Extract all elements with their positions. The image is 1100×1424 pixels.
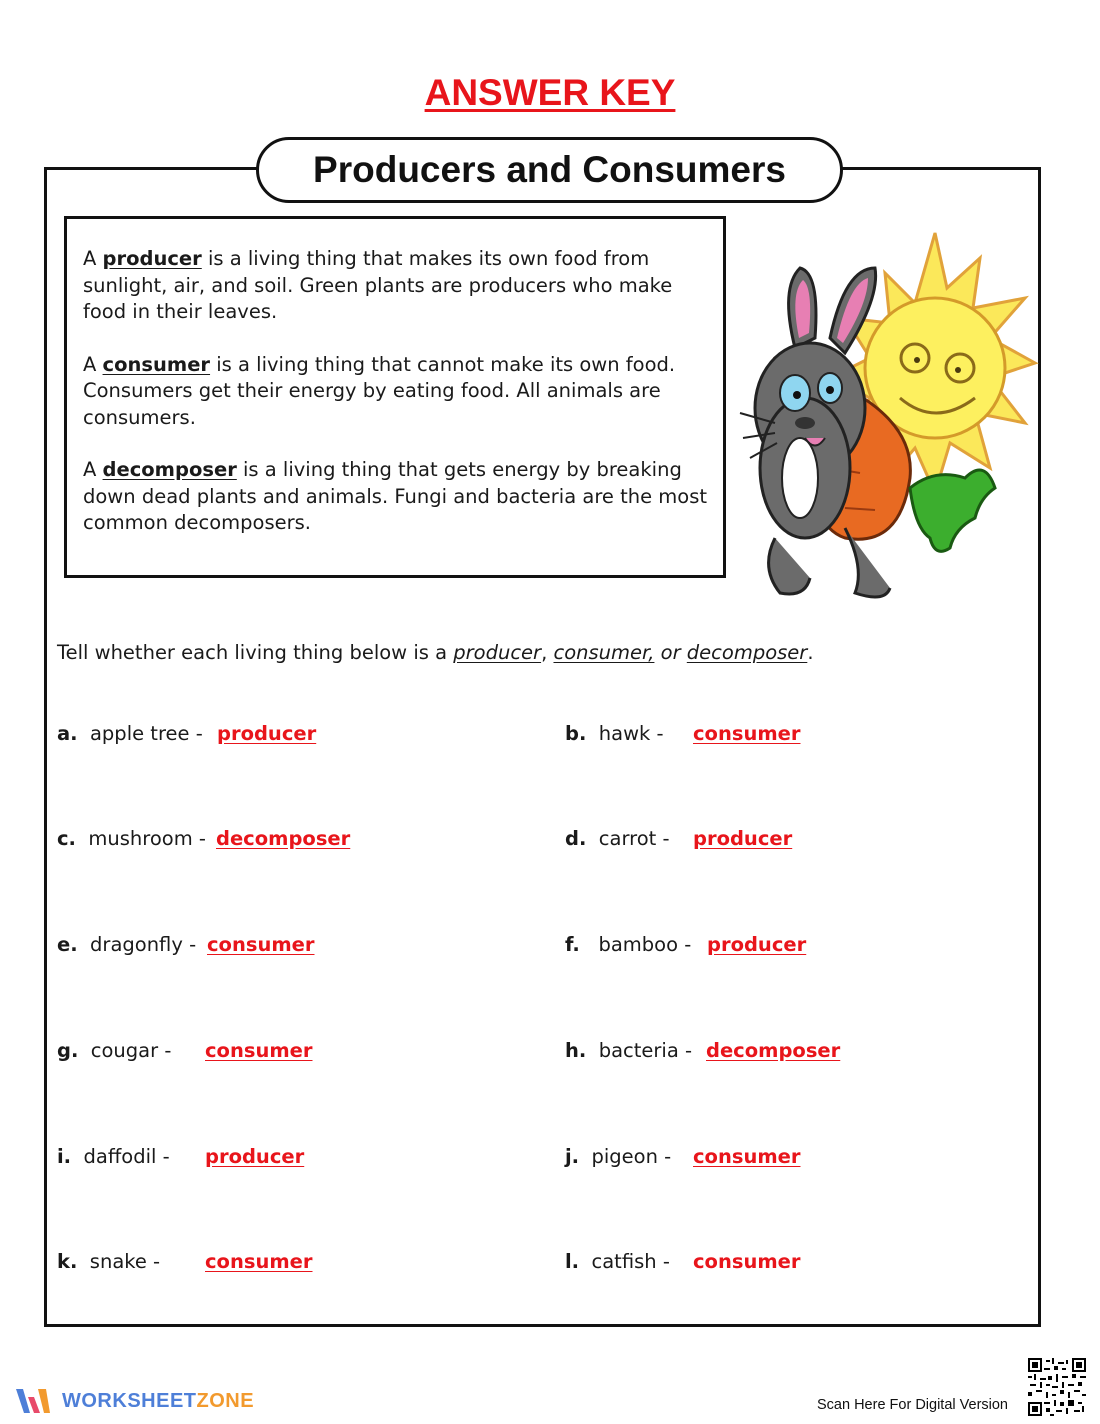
worksheet-title: Producers and Consumers: [256, 137, 843, 203]
list-item: g. cougar - consumer: [57, 1039, 313, 1062]
answer-text: producer: [205, 1145, 305, 1168]
producer-definition: A producer is a living thing that makes its own food from sunlight, air, and soil. Green plants are producers who make food in their leaves.: [83, 247, 673, 323]
rabbit-sun-carrot-illustration: [735, 228, 1040, 613]
answer-text: consumer: [693, 1145, 801, 1168]
list-item: c. mushroom - decomposer: [57, 827, 351, 850]
answer-text: producer: [693, 827, 793, 850]
list-item: a. apple tree - producer: [57, 722, 317, 745]
list-item: i. daffodil - producer: [57, 1145, 305, 1168]
option-producer: producer: [453, 641, 542, 664]
answer-text: consumer: [207, 933, 315, 956]
decomposer-definition: A decomposer is a living thing that gets energy by breaking down dead plants and animals. Fungi and bacteria are the most common decomposers.: [83, 458, 708, 534]
answer-key-heading: ANSWER KEY: [424, 72, 676, 113]
answer-text: consumer: [205, 1250, 313, 1273]
list-item: e. dragonfly - consumer: [57, 933, 315, 956]
answer-text: producer: [217, 722, 317, 745]
producer-term: producer: [102, 247, 202, 270]
list-item: k. snake - consumer: [57, 1250, 313, 1273]
definitions-box: [64, 216, 726, 578]
answer-text: consumer: [205, 1039, 313, 1062]
scan-text: Scan Here For Digital Version: [817, 1397, 1008, 1413]
answer-text: decomposer: [706, 1039, 841, 1062]
answer-text: consumer: [693, 1250, 801, 1273]
list-item: h. bacteria - decomposer: [565, 1039, 841, 1062]
decomposer-term: decomposer: [102, 458, 237, 481]
instruction-text: Tell whether each living thing below is a producer, consumer, or decomposer.: [57, 641, 814, 664]
answer-text: producer: [707, 933, 807, 956]
list-item: l. catfish - consumer: [565, 1250, 801, 1273]
answer-text: decomposer: [216, 827, 351, 850]
consumer-term: consumer: [102, 352, 211, 376]
list-item: j. pigeon - consumer: [565, 1145, 801, 1168]
option-consumer: consumer,: [553, 641, 655, 664]
list-item: d. carrot - producer: [565, 827, 793, 850]
option-decomposer: decomposer: [686, 641, 808, 664]
list-item: f. bamboo - producer: [565, 933, 807, 956]
worksheetzone-logo[interactable]: WORKSHEETZONE: [14, 1384, 254, 1418]
worksheetzone-logo-icon: [14, 1385, 54, 1417]
consumer-definition: A consumer is a living thing that cannot make its own food. Consumers get their energy by eating food. All animals are consumers.: [83, 352, 676, 429]
list-item: b. hawk - consumer: [565, 722, 801, 745]
answer-text: consumer: [693, 722, 801, 745]
qr-code-icon[interactable]: [1028, 1358, 1086, 1416]
